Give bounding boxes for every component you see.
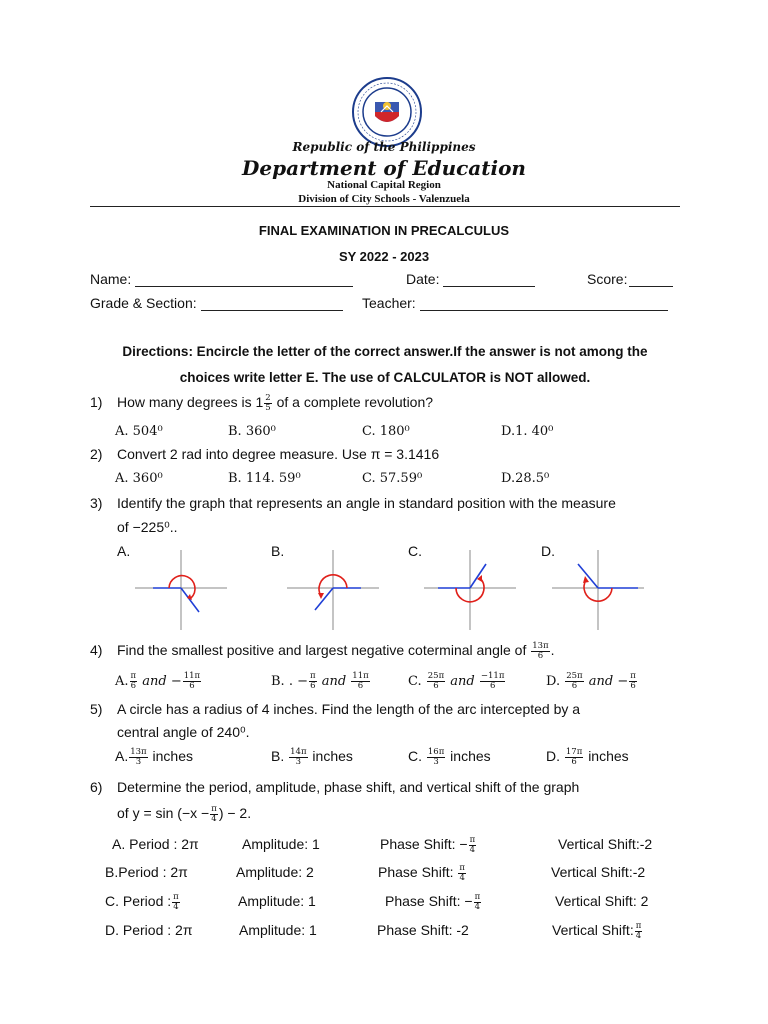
q6-a-amplitude: Amplitude: 1 bbox=[242, 836, 320, 852]
q2-choice-d[interactable]: D.28.5⁰ bbox=[501, 471, 550, 486]
q3-text-line-2: of −225⁰.. bbox=[117, 519, 178, 535]
directions-line-1: Directions: Encircle the letter of the correct answer.If the answer is not among the bbox=[122, 344, 648, 359]
score-label: Score: bbox=[587, 271, 628, 287]
name-label: Name: bbox=[90, 271, 132, 287]
q2-number: 2) bbox=[90, 446, 103, 462]
q5-choice-a[interactable]: A. $\frac{13\pi}{3}$ inches bbox=[115, 747, 193, 767]
q5-text-line-2: central angle of 240⁰. bbox=[117, 724, 250, 740]
q2-text: Convert 2 rad into degree measure. Use π = 3.1416 bbox=[117, 446, 440, 462]
division-heading: Division of City Schools - Valenzuela bbox=[298, 193, 470, 205]
q6-d-phase: Phase Shift: -2 bbox=[377, 922, 469, 938]
q4-choice-b[interactable]: B. . − $\frac{\pi}{6}$ and $\frac{11\pi}{6}$ bbox=[271, 671, 369, 691]
q5-text-line-1: A circle has a radius of 4 inches. Find the length of the arc intercepted by a bbox=[117, 701, 581, 717]
header-divider bbox=[90, 206, 680, 207]
q6-b-period[interactable]: B.Period : 2π bbox=[105, 864, 188, 880]
q1-choice-c[interactable]: C. 180⁰ bbox=[362, 424, 410, 439]
q5-number: 5) bbox=[90, 701, 103, 717]
q6-b-phase: Phase Shift: $\frac{\pi}{4}$ bbox=[378, 863, 465, 883]
q3-choice-d[interactable]: D. bbox=[541, 543, 555, 559]
q6-d-period[interactable]: D. Period : 2π bbox=[105, 922, 193, 938]
q6-b-amplitude: Amplitude: 2 bbox=[236, 864, 314, 880]
q1-choice-b[interactable]: B. 360⁰ bbox=[228, 424, 276, 439]
deped-seal-icon bbox=[351, 76, 423, 148]
q1-text: How many degrees is 1 $\frac{2}{5}$ of a complete revolution? bbox=[117, 393, 434, 413]
q2-choice-a[interactable]: A. 360⁰ bbox=[115, 471, 163, 486]
department-heading: Department of Education bbox=[242, 156, 526, 180]
q6-a-phase: Phase Shift: − $\frac{\pi}{4}$ bbox=[380, 835, 476, 855]
q6-c-vertical: Vertical Shift: 2 bbox=[555, 893, 649, 909]
q4-choice-a[interactable]: A. $\frac{\pi}{6}$ and − $\frac{11\pi}{6}$ bbox=[115, 671, 201, 691]
region-heading: National Capital Region bbox=[327, 179, 441, 191]
exam-title: FINAL EXAMINATION IN PRECALCULUS bbox=[258, 223, 510, 238]
q6-d-amplitude: Amplitude: 1 bbox=[239, 922, 317, 938]
q3-graph-c bbox=[424, 550, 516, 630]
q3-choice-c[interactable]: C. bbox=[408, 543, 422, 559]
score-field[interactable] bbox=[587, 271, 673, 287]
q3-graph-b bbox=[287, 550, 379, 630]
q3-choice-a[interactable]: A. bbox=[117, 543, 131, 559]
q3-number: 3) bbox=[90, 495, 103, 511]
q1-choice-a[interactable]: A. 504⁰ bbox=[115, 424, 163, 439]
q4-number: 4) bbox=[90, 642, 103, 658]
q3-graph-a bbox=[135, 550, 227, 630]
q5-choice-b[interactable]: B. $\frac{14\pi}{3}$ inches bbox=[271, 747, 353, 767]
q6-c-amplitude: Amplitude: 1 bbox=[238, 893, 316, 909]
teacher-field[interactable] bbox=[362, 295, 668, 311]
republic-heading: Republic of the Philippines bbox=[292, 140, 476, 154]
grade-section-field[interactable] bbox=[90, 295, 343, 311]
q2-choice-b[interactable]: B. 114. 59⁰ bbox=[228, 471, 301, 486]
q3-text-line-1: Identify the graph that represents an angle in standard position with the measure bbox=[117, 495, 616, 511]
q6-number: 6) bbox=[90, 779, 103, 795]
grade-section-label: Grade & Section: bbox=[90, 295, 197, 311]
q6-text-line-2: of y = sin (−x − $\frac{\pi}{4}$ ) − 2. bbox=[117, 804, 252, 824]
school-year: SY 2022 - 2023 bbox=[338, 249, 430, 264]
q6-d-vertical: Vertical Shift: $\frac{\pi}{4}$ bbox=[552, 921, 642, 941]
q6-a-vertical: Vertical Shift:-2 bbox=[558, 836, 653, 852]
q4-choice-c[interactable]: C. $\frac{25\pi}{6}$ and $\frac{-11\pi}{6}$ bbox=[408, 671, 505, 691]
q5-choice-c[interactable]: C. $\frac{16\pi}{3}$ inches bbox=[408, 747, 491, 767]
directions bbox=[88, 339, 682, 391]
q6-text-line-1: Determine the period, amplitude, phase shift, and vertical shift of the graph bbox=[117, 779, 580, 795]
q2-choice-c[interactable]: C. 57.59⁰ bbox=[362, 471, 423, 486]
directions-line-2: choices write letter E. The use of CALCULATOR is NOT allowed. bbox=[179, 370, 591, 385]
name-field[interactable] bbox=[90, 271, 353, 287]
teacher-label: Teacher: bbox=[362, 295, 416, 311]
date-field[interactable] bbox=[406, 271, 535, 287]
q4-text: Find the smallest positive and largest negative coterminal angle of $\frac{13\pi}{6}$ . bbox=[117, 641, 555, 661]
date-label: Date: bbox=[406, 271, 440, 287]
q3-choice-b[interactable]: B. bbox=[271, 543, 285, 559]
q6-c-phase: Phase Shift: − $\frac{\pi}{4}$ bbox=[385, 892, 481, 912]
q6-c-period[interactable]: C. Period : $\frac{\pi}{4}$ bbox=[105, 892, 179, 912]
q5-choice-d[interactable]: D. $\frac{17\pi}{6}$ inches bbox=[546, 747, 629, 767]
q1-number: 1) bbox=[90, 394, 103, 410]
q6-b-vertical: Vertical Shift:-2 bbox=[551, 864, 646, 880]
q4-choice-d[interactable]: D. $\frac{25\pi}{6}$ and − $\frac{\pi}{6}$ bbox=[546, 671, 636, 691]
q1-choice-d[interactable]: D.1. 40⁰ bbox=[501, 424, 554, 439]
q6-a-period[interactable]: A. Period : 2π bbox=[112, 836, 199, 852]
q3-graph-d bbox=[552, 550, 644, 630]
